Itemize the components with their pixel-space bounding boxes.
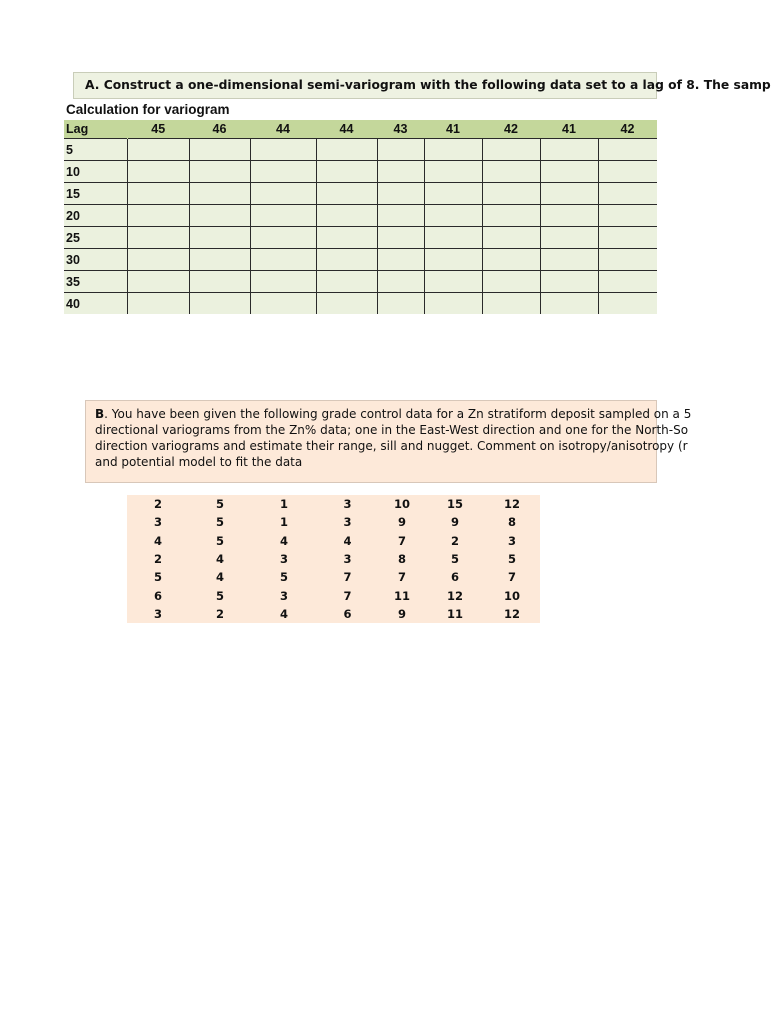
lag-value-cell[interactable]: 30 [64, 249, 127, 271]
grade-cell[interactable]: 7 [397, 570, 406, 585]
empty-calc-cell[interactable] [316, 161, 377, 183]
empty-calc-cell[interactable] [316, 183, 377, 205]
empty-calc-cell[interactable] [189, 249, 250, 271]
lag-value-cell[interactable]: 35 [64, 271, 127, 293]
variogram-body [64, 139, 657, 315]
grade-cell[interactable]: 12 [446, 588, 463, 603]
lag-value-cell[interactable]: 10 [64, 161, 127, 183]
empty-calc-cell[interactable] [424, 227, 482, 249]
empty-calc-cell[interactable] [424, 183, 482, 205]
variogram-row [64, 227, 657, 249]
grade-cell[interactable]: 4 [153, 533, 162, 548]
grade-cell[interactable]: 15 [446, 497, 463, 512]
section-b-line-4: and potential model to fit the data [95, 455, 303, 469]
empty-calc-cell[interactable] [377, 183, 424, 205]
empty-calc-cell[interactable] [377, 249, 424, 271]
variogram-header-row [64, 120, 657, 139]
empty-calc-cell[interactable] [598, 249, 657, 271]
empty-calc-cell[interactable] [250, 139, 316, 161]
empty-calc-cell[interactable] [189, 183, 250, 205]
variogram-row [64, 205, 657, 227]
grade-cell[interactable]: 10 [503, 588, 520, 603]
grade-row [127, 513, 540, 531]
empty-calc-cell[interactable] [482, 139, 540, 161]
empty-calc-cell[interactable] [377, 271, 424, 293]
empty-calc-cell[interactable] [424, 293, 482, 315]
grade-cell[interactable]: 4 [279, 606, 288, 621]
variogram-row [64, 161, 657, 183]
empty-calc-cell[interactable] [250, 271, 316, 293]
grade-cell[interactable]: 5 [507, 551, 516, 566]
empty-calc-cell[interactable] [540, 161, 598, 183]
section-b-prompt[interactable] [85, 400, 692, 483]
empty-calc-cell[interactable] [424, 139, 482, 161]
zn-grade-grid [127, 495, 540, 623]
grade-cell[interactable]: 7 [507, 570, 516, 585]
grade-cell[interactable]: 12 [503, 606, 520, 621]
grade-cell[interactable]: 5 [153, 570, 162, 585]
grade-cell[interactable]: 5 [279, 570, 288, 585]
empty-calc-cell[interactable] [127, 293, 189, 315]
lag-value-cell[interactable]: 5 [64, 139, 127, 161]
empty-calc-cell[interactable] [377, 161, 424, 183]
grade-cell[interactable]: 3 [153, 606, 162, 621]
data-value-header[interactable]: 42 [482, 120, 540, 139]
grade-cell[interactable]: 2 [450, 533, 459, 548]
grade-cell[interactable]: 3 [507, 533, 516, 548]
empty-calc-cell[interactable] [598, 183, 657, 205]
grade-cell[interactable]: 3 [279, 551, 288, 566]
empty-calc-cell[interactable] [424, 271, 482, 293]
empty-calc-cell[interactable] [482, 183, 540, 205]
empty-calc-cell[interactable] [189, 293, 250, 315]
data-value-header[interactable]: 41 [540, 120, 598, 139]
empty-calc-cell[interactable] [250, 183, 316, 205]
variogram-row [64, 249, 657, 271]
lag-value-cell[interactable]: 20 [64, 205, 127, 227]
grade-cell[interactable]: 6 [343, 606, 352, 621]
grade-cell[interactable]: 5 [215, 533, 224, 548]
data-value-header[interactable]: 44 [250, 120, 316, 139]
grade-cell[interactable]: 8 [397, 551, 406, 566]
grade-cell[interactable]: 3 [279, 588, 288, 603]
section-b-line-2: directional variograms from the Zn% data; one in the East-West direction and one for the North-So [95, 423, 689, 437]
grade-cell[interactable]: 4 [215, 570, 224, 585]
grade-row [127, 550, 540, 568]
variogram-row [64, 293, 657, 315]
empty-calc-cell[interactable] [424, 205, 482, 227]
grade-cell[interactable]: 7 [343, 588, 352, 603]
grade-cell[interactable]: 11 [393, 588, 410, 603]
grade-cell[interactable]: 3 [343, 497, 352, 512]
grade-cell[interactable]: 12 [503, 497, 520, 512]
lag-value-cell[interactable]: 25 [64, 227, 127, 249]
empty-calc-cell[interactable] [316, 227, 377, 249]
grade-cell[interactable]: 6 [153, 588, 162, 603]
empty-calc-cell[interactable] [250, 293, 316, 315]
grade-cell[interactable]: 3 [343, 515, 352, 530]
empty-calc-cell[interactable] [127, 161, 189, 183]
empty-calc-cell[interactable] [377, 205, 424, 227]
empty-calc-cell[interactable] [127, 271, 189, 293]
empty-calc-cell[interactable] [482, 205, 540, 227]
grade-cell[interactable]: 2 [153, 497, 162, 512]
grade-cell[interactable]: 6 [450, 570, 459, 585]
data-value-header[interactable]: 42 [598, 120, 657, 139]
empty-calc-cell[interactable] [316, 293, 377, 315]
grade-cell[interactable]: 3 [153, 515, 162, 530]
empty-calc-cell[interactable] [598, 227, 657, 249]
empty-calc-cell[interactable] [250, 205, 316, 227]
grade-cell[interactable]: 4 [215, 551, 224, 566]
grade-cell[interactable]: 9 [450, 515, 459, 530]
grade-row [127, 495, 540, 513]
grade-cell[interactable]: 1 [279, 515, 288, 530]
section-b-line-1-text: . You have been given the following grade control data for a Zn stratiform deposit sampled on a 5 [104, 407, 692, 421]
empty-calc-cell[interactable] [598, 205, 657, 227]
lag-value-cell[interactable]: 15 [64, 183, 127, 205]
empty-calc-cell[interactable] [482, 293, 540, 315]
data-value-header[interactable]: 43 [377, 120, 424, 139]
empty-calc-cell[interactable] [316, 139, 377, 161]
grade-cell[interactable]: 5 [215, 497, 224, 512]
grade-cell[interactable]: 9 [397, 515, 406, 530]
grade-cell[interactable]: 2 [215, 606, 224, 621]
grade-cell[interactable]: 5 [215, 588, 224, 603]
variogram-row [64, 271, 657, 293]
data-value-header[interactable]: 44 [316, 120, 377, 139]
lag-header[interactable]: Lag [64, 120, 127, 139]
grade-cell[interactable]: 7 [397, 533, 406, 548]
empty-calc-cell[interactable] [482, 161, 540, 183]
variogram-row [64, 183, 657, 205]
empty-calc-cell[interactable] [598, 161, 657, 183]
empty-calc-cell[interactable] [424, 161, 482, 183]
grade-cell[interactable]: 3 [343, 551, 352, 566]
empty-calc-cell[interactable] [127, 139, 189, 161]
grade-cell[interactable]: 4 [343, 533, 352, 548]
grade-cell[interactable]: 8 [507, 515, 516, 530]
grade-cell[interactable]: 5 [450, 551, 459, 566]
empty-calc-cell[interactable] [189, 205, 250, 227]
empty-calc-cell[interactable] [482, 249, 540, 271]
empty-calc-cell[interactable] [540, 139, 598, 161]
grade-cell[interactable]: 2 [153, 551, 162, 566]
grade-cell[interactable]: 1 [279, 497, 288, 512]
grade-cell[interactable]: 4 [279, 533, 288, 548]
zn-grade-body [127, 495, 540, 623]
variogram-table [64, 120, 657, 314]
empty-calc-cell[interactable] [540, 227, 598, 249]
empty-calc-cell[interactable] [316, 271, 377, 293]
empty-calc-cell[interactable] [189, 271, 250, 293]
empty-calc-cell[interactable] [127, 249, 189, 271]
grade-cell[interactable]: 11 [446, 606, 463, 621]
empty-calc-cell[interactable] [377, 139, 424, 161]
empty-calc-cell[interactable] [424, 249, 482, 271]
grade-row [127, 605, 540, 623]
data-value-header[interactable]: 41 [424, 120, 482, 139]
variogram-title[interactable]: Calculation for variogram [66, 102, 230, 117]
empty-calc-cell[interactable] [540, 183, 598, 205]
data-value-header[interactable]: 46 [189, 120, 250, 139]
empty-calc-cell[interactable] [189, 139, 250, 161]
grade-row [127, 586, 540, 604]
empty-calc-cell[interactable] [250, 161, 316, 183]
empty-calc-cell[interactable] [482, 227, 540, 249]
empty-calc-cell[interactable] [540, 249, 598, 271]
section-b-letter: B [95, 407, 105, 421]
grade-cell[interactable]: 7 [343, 570, 352, 585]
empty-calc-cell[interactable] [598, 293, 657, 315]
empty-calc-cell[interactable] [377, 227, 424, 249]
empty-calc-cell[interactable] [250, 227, 316, 249]
empty-calc-cell[interactable] [189, 161, 250, 183]
section-b-line-3: direction variograms and estimate their range, sill and nugget. Comment on isotropy/anisotropy (r [95, 439, 688, 453]
empty-calc-cell[interactable] [540, 205, 598, 227]
empty-calc-cell[interactable] [189, 227, 250, 249]
variogram-row [64, 139, 657, 161]
empty-calc-cell[interactable] [127, 227, 189, 249]
empty-calc-cell[interactable] [598, 139, 657, 161]
empty-calc-cell[interactable] [540, 271, 598, 293]
empty-calc-cell[interactable] [316, 249, 377, 271]
grade-cell[interactable]: 5 [215, 515, 224, 530]
empty-calc-cell[interactable] [377, 293, 424, 315]
grade-cell[interactable]: 9 [397, 606, 406, 621]
grade-row [127, 568, 540, 586]
empty-calc-cell[interactable] [316, 205, 377, 227]
grade-cell[interactable]: 10 [393, 497, 410, 512]
lag-value-cell[interactable]: 40 [64, 293, 127, 315]
empty-calc-cell[interactable] [482, 271, 540, 293]
data-value-header[interactable]: 45 [127, 120, 189, 139]
section-a-prompt[interactable]: A. Construct a one-dimensional semi-variogram with the following data set to a lag of 8. The samp [73, 72, 657, 99]
empty-calc-cell[interactable] [540, 293, 598, 315]
empty-calc-cell[interactable] [127, 205, 189, 227]
empty-calc-cell[interactable] [250, 249, 316, 271]
empty-calc-cell[interactable] [127, 183, 189, 205]
empty-calc-cell[interactable] [598, 271, 657, 293]
section-b-line-1 [95, 406, 692, 422]
grade-row [127, 532, 540, 550]
